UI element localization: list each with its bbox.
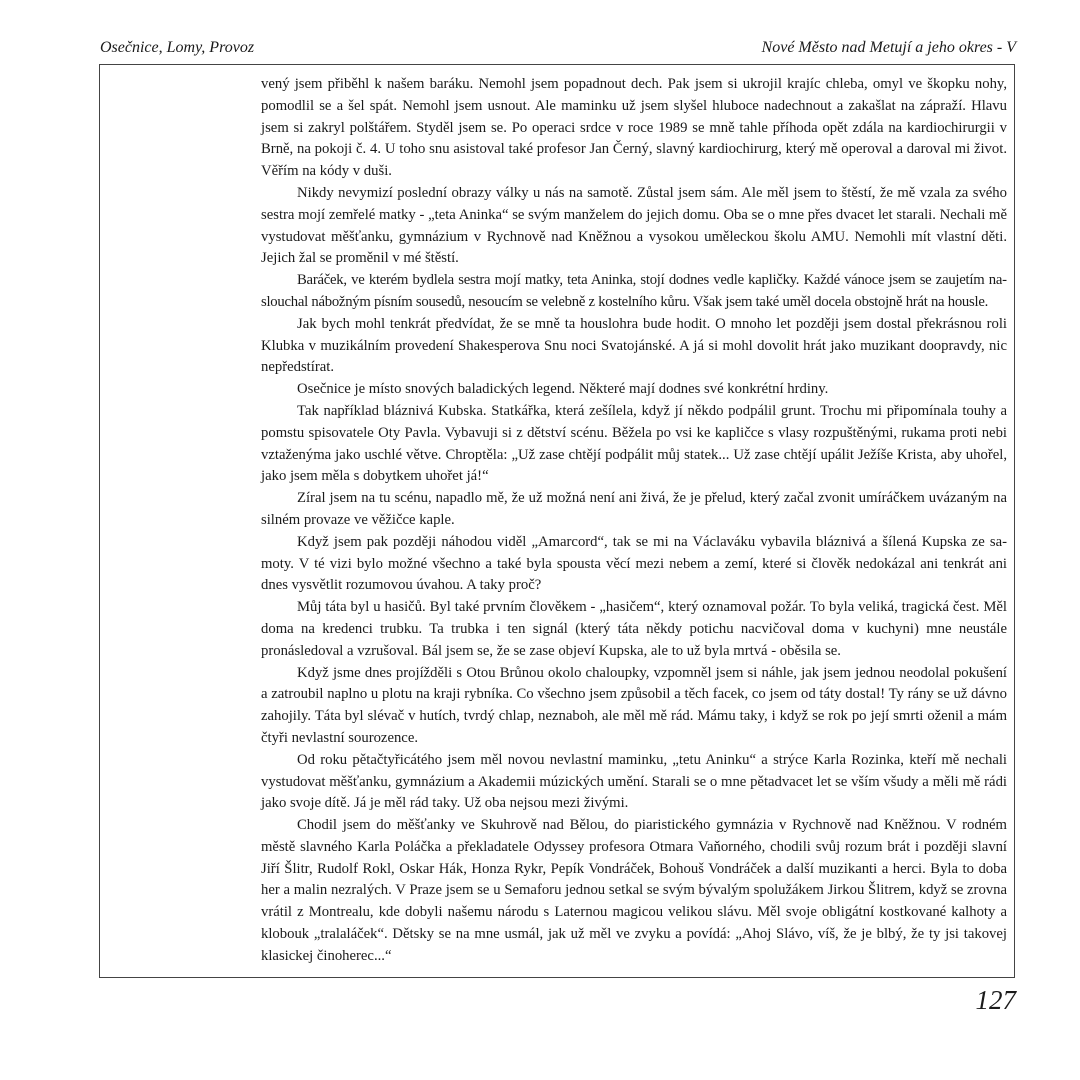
paragraph: Můj táta byl u hasičů. Byl také prvním člověkem - „hasičem“, který oznamoval požár. To byla veliká, tragická čest. Měl doma na kredenci trubku. Ta trubka i ten signál (který táta někdy potichu nacvičoval doma v kuchyni) mne neustále pronásledoval a vzrušoval. Bál jsem se, že se zase objeví Kupska, ale to už byla mrtvá - oběsila se. (261, 599, 1007, 659)
paragraph: Baráček, ve kterém bydlela sestra mojí matky, teta Aninka, stojí dodnes vedle kapličky. Každé vánoce jsem se zaujetím naslouchal nábožným písním sousedů, nesoucím se velebně z kostelního kůru. Však jsem také uměl docela obstojně hrát na housle. (261, 272, 1007, 310)
paragraph: Jak bych mohl tenkrát předvídat, že se mně ta houslohra bude hodit. O mnoho let později jsem dostal překrásnou roli Klubka v muzikálním provedení Shakesperova Snu noci Svatojánské. A já si mohl dovolit hrát jako muzikant doopravdy, nic nepředstírat. (261, 315, 1007, 376)
paragraph: Když jsem pak později náhodou viděl „Amarcord“, tak se mi na Václaváku vybavila bláznivá a šílená Kupska ze samoty. V té vizi bylo možné všechno a také byla spousta věcí mezi nebem a zemí, které si člověk nedokázal ani tenkrát ani dnes vysvětlit rozumovou úvahou. A taky proč? (261, 533, 1007, 594)
paragraph: Když jsme dnes projížděli s Otou Brůnou okolo chaloupky, vzpomněl jsem si náhle, jak jsem jednou neodolal pokušení a zatroubil naplno u plotu na kraji rybníka. Co všechno jsem způsobil a těch facek, co jsem od táty dostal! Ty rány se už dávno zahojily. Táta byl slévač v hutích, tvrdý chlap, neznaboh, ale měl mě rád. Mámu taky, i když se rok po její smrti oženil a mám čtyři nevlastní sourozence. (261, 664, 1007, 746)
paragraph: Osečnice je místo snových baladických legend. Některé mají dodnes své konkrétní hrdiny. (297, 381, 829, 398)
paragraph: Tak například bláznivá Kubska. Statkářka, která zešílela, když jí někdo podpálil grunt. Trochu mi připomínala touhy a pomstu spisovatele Oty Pavla. Vybavuji si z dětství scénu. Běžela po vsi ke kapličce s vlasy rozpuštěnými, rukama proti nebi vztaženýma jako uschlé větve. Chroptěla: „Už zase chtějí podpálit můj statek... Už zase chtějí upálit Ježíše Krista, aby uhořel, jako jsem měla s dobytkem uhořet já!“ (261, 402, 1007, 485)
paragraph: vený jsem přiběhl k našem baráku. Nemohl jsem popadnout dech. Pak jsem si ukrojil krajíc chleba, omyl ve škopku nohy, pomodlil se a šel spát. Nemohl jsem usnout. Ale maminku už jsem slyšel hluboce nadechnout a zakašlat na zápraží. Hlavu jsem si zakryl polštářem. Styděl jsem se. Po operaci srdce v roce 1989 se mně tahle příhoda opět zdála na kardiochirurgii v Brně, na pokoji č. 4. U toho snu asistoval také profesor Jan Černý, slavný kardiochirurg, který mě operoval a daroval mi život. Věřím na kódy v duši. (261, 76, 1007, 180)
running-header-right: Nové Město nad Metují a jeho okres - V (761, 39, 1016, 56)
paragraph: Od roku pětačtyřicátého jsem měl novou nevlastní maminku, „tetu Aninku“ a strýce Karla Rozinka, kteří mě nechali vystudovat měšťanku, gymnázium a Akademii múzických umění. Starali se o mne pětadvacet let se vším všudy a měli mě rádi jako svoje dítě. Já je měl rád taky. Už oba nejsou mezi živými. (261, 751, 1007, 812)
body-text (261, 74, 1007, 968)
paragraph: Zíral jsem na tu scénu, napadlo mě, že už možná není ani živá, že je přelud, který začal zvonit umíráčkem uvázaným na silném provaze ve věžičce kaple. (261, 490, 1007, 528)
running-header-left: Osečnice, Lomy, Provoz (100, 39, 255, 56)
paragraph: Chodil jsem do měšťanky ve Skuhrově nad Bělou, do piaristického gymnázia v Rychnově nad Kněžnou. V rodném městě slavného Karla Poláčka a překladatele Odyssey profesora Otmara Vaňorného, chodili svůj rozum brát i později slavní Jiří Šlitr, Rudolf Rokl, Oskar Hák, Honza Rykr, Pepík Vondráček, Bohouš Vondráček a další muzikanti a herci. Byla to doba her a malin nezralých. V Praze jsem se u Semaforu jednou setkal se svým bývalým spolužákem Jirkou Šlitrem, když se zrovna vrátil z Montrealu, kde dobyli našemu národu s Laternou magicou velikou slávu. Měl svoje obligátní kostkované kalhoty a klobouk „tralaláček“. Dětsky se na mne usmál, jak už měl ve zvyku a povídá: „Ahoj Slávo, víš, že je blbý, že ty jsi takovej klasickej činoherec...“ (261, 817, 1007, 964)
page-number: 127 (975, 985, 1016, 1015)
paragraph: Nikdy nevymizí poslední obrazy války u nás na samotě. Zůstal jsem sám. Ale měl jsem to štěstí, že mě vzala za svého sestra mojí zemřelé matky - „teta Aninka“ se svým manželem do jejich domu. Oba se o mne přes dvacet let starali. Nechali mě vystudovat měšťanku, gymnázium v Rychnově nad Kněžnou a vysokou uměleckou školu AMU. Nemohli mít vlastní děti. Jejich žal se proměnil v mé štěstí. (261, 184, 1007, 267)
